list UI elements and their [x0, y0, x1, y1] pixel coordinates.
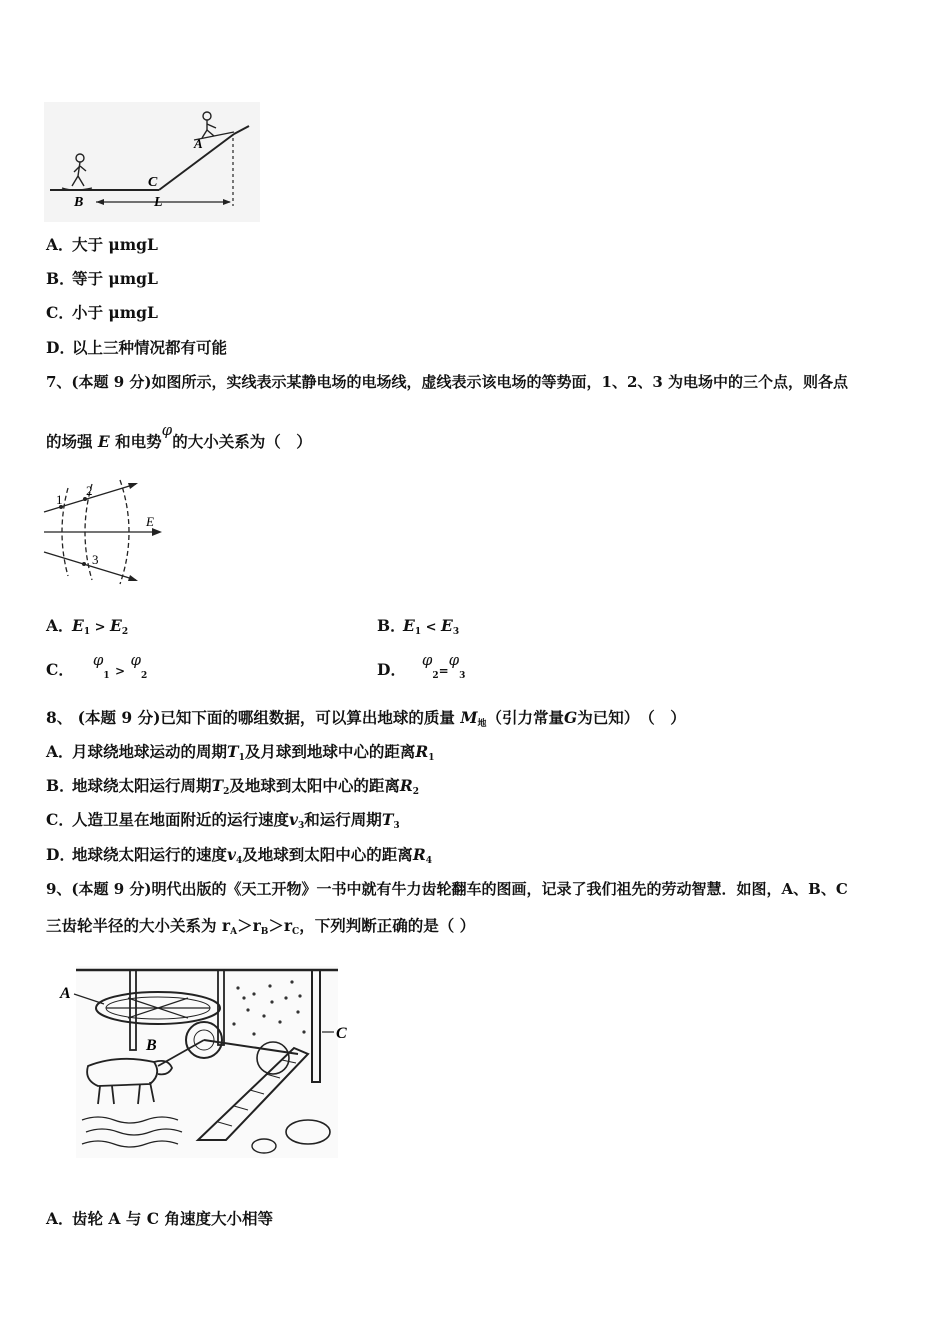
q9-stem-line2: 三齿轮半径的大小关系为 $r_A>r_B>r_C$，下列判断正确的是（ ）	[46, 916, 476, 937]
q6-option-d[interactable]: D．以上三种情况都有可能	[46, 338, 228, 357]
gear-label-C: C	[336, 1025, 347, 1042]
q6-option-b[interactable]: B．等于 μmgL	[46, 269, 158, 288]
q7-option-d[interactable]: D． $\varphi_2=\varphi_3$	[377, 651, 466, 681]
q8-option-b[interactable]: B．地球绕太阳运行周期$T_2$及地球到太阳中心的距离$R_2$	[46, 776, 419, 797]
point-1-label: 1	[56, 492, 63, 507]
q8-option-c[interactable]: C．人造卫星在地面附近的运行速度$v_3$和运行周期$T_3$	[46, 810, 400, 831]
q7-option-b[interactable]: B．$E_1 < E_3$	[377, 616, 460, 637]
label-C: C	[148, 175, 158, 190]
gear-waterwheel-figure	[58, 962, 358, 1162]
gear-label-A: A	[60, 985, 71, 1002]
gear-label-B: B	[146, 1037, 157, 1054]
q9-stem-line1: 9、(本题 9 分)明代出版的《天工开物》一书中就有牛力齿轮翻车的图画，记录了我们祖先的劳动智慧．如图，A、B、C	[46, 880, 848, 898]
q7-option-c[interactable]: C． $\varphi_1 > \varphi_2$	[46, 651, 148, 681]
point-3-label: 3	[92, 552, 99, 567]
label-B: B	[74, 195, 84, 210]
label-L: L	[154, 195, 163, 210]
q7-stem-line1: 7、(本题 9 分)如图所示，实线表示某静电场的电场线，虚线表示该电场的等势面，1、2、3 为电场中的三个点，则各点	[46, 373, 849, 391]
q7-stem-line2: 的场强 E 和电势φ的大小关系为（ ）	[46, 421, 312, 451]
q9-option-a[interactable]: A．齿轮 A 与 C 角速度大小相等	[46, 1209, 273, 1228]
q8-option-a[interactable]: A．月球绕地球运动的周期$T_1$及月球到地球中心的距离$R_1$	[46, 742, 435, 763]
electric-field-figure	[40, 478, 170, 588]
slope-figure	[44, 102, 260, 222]
label-A: A	[194, 136, 203, 151]
q6-option-a[interactable]: A．大于 μmgL	[46, 235, 158, 254]
field-E-label: E	[146, 514, 154, 529]
phi-symbol: φ	[161, 421, 173, 439]
q7-option-a[interactable]: A．$E_1 > E_2$	[46, 616, 129, 637]
point-2-label: 2	[86, 483, 93, 498]
q8-option-d[interactable]: D．地球绕太阳运行的速度$v_4$及地球到太阳中心的距离$R_4$	[46, 845, 432, 866]
q8-stem: 8、 (本题 9 分)已知下面的哪组数据，可以算出地球的质量 $M_地$（引力常量G为已知） （ ）	[46, 708, 686, 729]
q6-option-c[interactable]: C．小于 μmgL	[46, 303, 158, 322]
